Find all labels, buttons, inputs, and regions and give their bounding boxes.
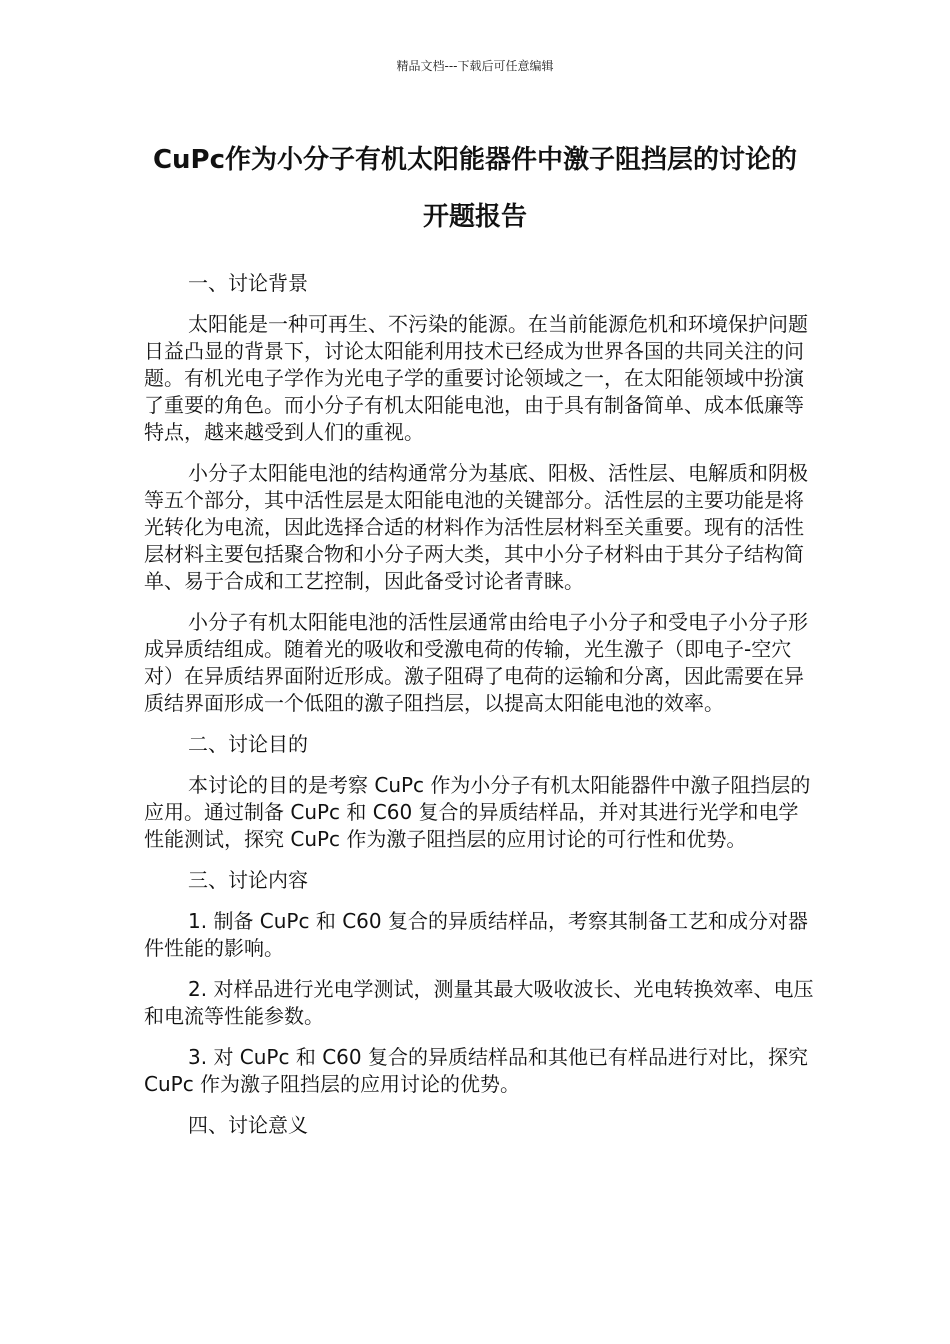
document-body: [144, 270, 816, 1153]
paragraph-background-1: 太阳能是一种可再生、不污染的能源。在当前能源危机和环境保护问题日益凸显的背景下，讨论太阳能利用技术已经成为世界各国的共同关注的问题。有机光电子学作为光电子学的重要讨论领域之一，在太阳能领域中扮演了重要的角色。而小分子有机太阳能电池，由于具有制备简单、成本低廉等特点，越来越受到人们的重视。: [144, 312, 808, 444]
section-heading-significance: 四、讨论意义: [188, 1113, 308, 1137]
content-item-3: 3. 对 CuPc 和 C60 复合的异质结样品和其他已有样品进行对比，探究 CuPc 作为激子阻挡层的应用讨论的优势。: [144, 1045, 808, 1096]
paragraph-background-3: 小分子有机太阳能电池的活性层通常由给电子小分子和受电子小分子形成异质结组成。随着光的吸收和受激电荷的传输，光生激子（即电子-空穴对）在异质结界面附近形成。激子阻碍了电荷的运输和分离，因此需要在异质结界面形成一个低阻的激子阻挡层，以提高太阳能电池的效率。: [144, 610, 808, 715]
section-heading-purpose: 二、讨论目的: [188, 732, 308, 756]
paragraph-background-2: 小分子太阳能电池的结构通常分为基底、阳极、活性层、电解质和阴极等五个部分，其中活性层是太阳能电池的关键部分。活性层的主要功能是将光转化为电流，因此选择合适的材料作为活性层材料至关重要。现有的活性层材料主要包括聚合物和小分子两大类，其中小分子材料由于其分子结构简单、易于合成和工艺控制，因此备受讨论者青睐。: [144, 461, 808, 593]
content-item-2: 2. 对样品进行光电学测试，测量其最大吸收波长、光电转换效率、电压和电流等性能参数。: [144, 977, 814, 1028]
page-title: CuPc作为小分子有机太阳能器件中激子阻挡层的讨论的开题报告: [152, 145, 798, 232]
section-heading-background: 一、讨论背景: [188, 271, 308, 295]
content-item-1: 1. 制备 CuPc 和 C60 复合的异质结样品，考察其制备工艺和成分对器件性能的影响。: [144, 909, 808, 960]
header-note: 精品文档---下载后可任意编辑: [396, 59, 554, 73]
section-heading-content: 三、讨论内容: [188, 868, 308, 892]
paragraph-purpose: 本讨论的目的是考察 CuPc 作为小分子有机太阳能器件中激子阻挡层的应用。通过制备 CuPc 和 C60 复合的异质结样品，并对其进行光学和电学性能测试，探究 CuPc 作为激子阻挡层的应用讨论的可行性和优势。: [144, 773, 811, 851]
